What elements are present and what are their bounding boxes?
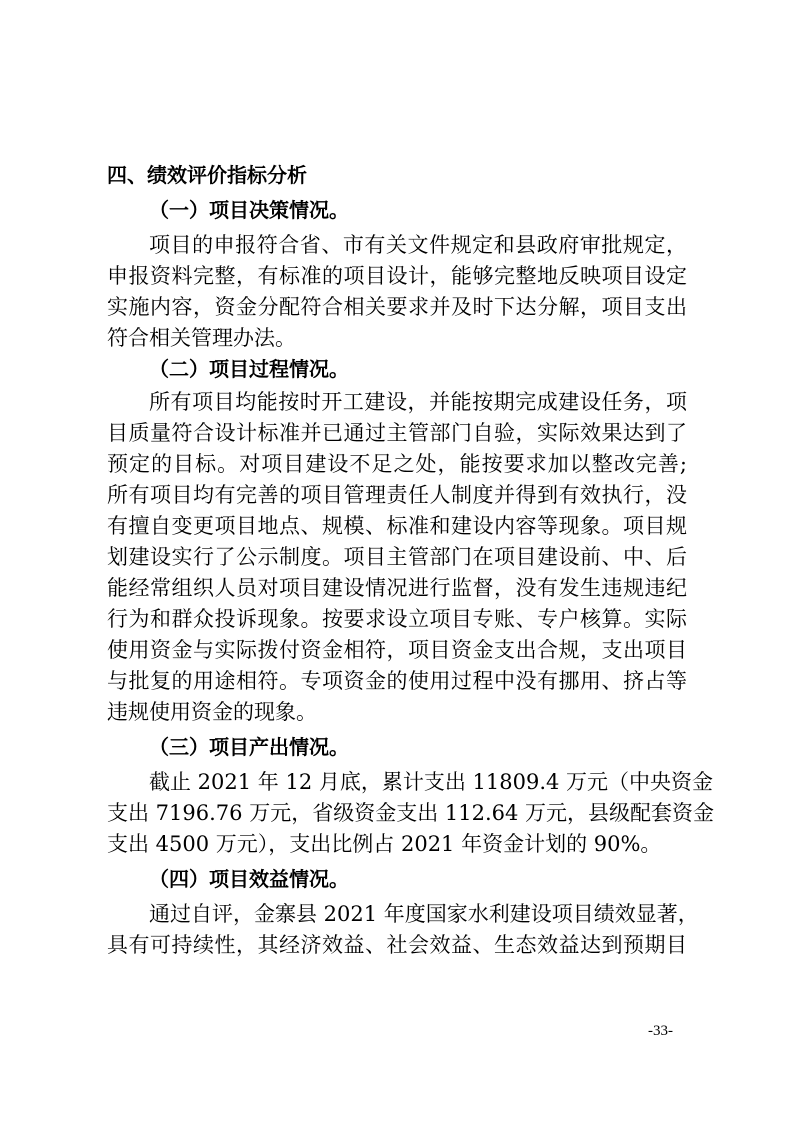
- subsection-heading: （二）项目过程情况。: [149, 357, 349, 381]
- paragraph-line: 违规使用资金的现象。: [107, 700, 317, 724]
- paragraph-line: 能经常组织人员对项目建设情况进行监督，没有发生违规违纪: [107, 576, 687, 600]
- page-number: -33-: [648, 1023, 673, 1039]
- paragraph-line: 支出 4500 万元），支出比例占 2021 年资金计划的 90%。: [107, 832, 662, 856]
- paragraph-line: 与批复的用途相符。专项资金的使用过程中没有挪用、挤占等: [107, 669, 687, 693]
- paragraph-line: 行为和群众投诉现象。按要求设立项目专账、专户核算。实际: [107, 607, 687, 631]
- paragraph-line: 符合相关管理办法。: [107, 326, 296, 350]
- paragraph-line: 预定的目标。对项目建设不足之处，能按要求加以整改完善;: [107, 452, 687, 476]
- paragraph-line: 实施内容，资金分配符合相关要求并及时下达分解，项目支出: [107, 295, 687, 319]
- paragraph-line: 目质量符合设计标准并已通过主管部门自验，实际效果达到了: [107, 421, 687, 445]
- paragraph-line: 截止 2021 年 12 月底，累计支出 11809.4 万元（中央资金: [149, 770, 714, 794]
- paragraph-line: 通过自评，金寨县 2021 年度国家水利建设项目绩效显著，: [149, 902, 699, 926]
- paragraph-line: 使用资金与实际拨付资金相符，项目资金支出合规，支出项目: [107, 638, 687, 662]
- subsection-heading: （四）项目效益情况。: [149, 867, 349, 891]
- section-title: 四、绩效评价指标分析: [107, 163, 307, 187]
- paragraph-line: 项目的申报符合省、市有关文件规定和县政府审批规定，: [149, 233, 687, 257]
- paragraph-line: 所有项目均能按时开工建设，并能按期完成建设任务，项: [149, 390, 687, 414]
- paragraph-line: 所有项目均有完善的项目管理责任人制度并得到有效执行，没: [107, 483, 687, 507]
- paragraph-line: 支出 7196.76 万元，省级资金支出 112.64 万元，县级配套资金: [107, 801, 715, 825]
- paragraph-line: 申报资料完整，有标准的项目设计，能够完整地反映项目设定: [107, 264, 687, 288]
- subsection-heading: （一）项目决策情况。: [149, 198, 349, 222]
- paragraph-line: 具有可持续性，其经济效益、社会效益、生态效益达到预期目: [107, 933, 687, 957]
- paragraph-line: 划建设实行了公示制度。项目主管部门在项目建设前、中、后: [107, 545, 687, 569]
- paragraph-line: 有擅自变更项目地点、规模、标准和建设内容等现象。项目规: [107, 514, 687, 538]
- subsection-heading: （三）项目产出情况。: [149, 735, 349, 759]
